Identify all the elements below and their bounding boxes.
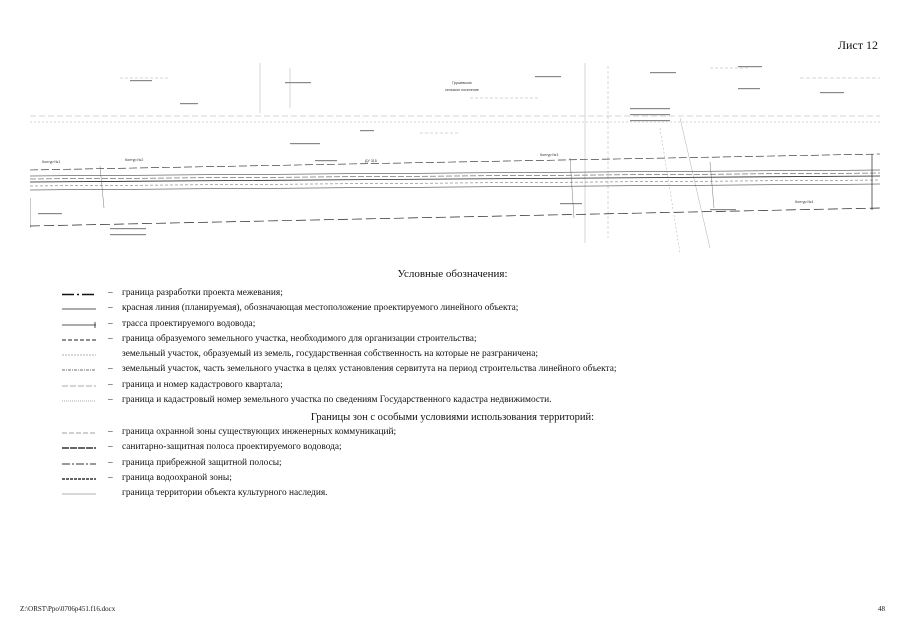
map-label-kontur-d: Контур №4 (795, 200, 814, 204)
legend-text: граница территории объекта культурного наследия. (122, 488, 328, 499)
map-label-water-intake: Грушевское (452, 81, 472, 85)
legend-dash: – (108, 442, 113, 453)
legend-text: земельный участок, образуемый из земель, государственная собственность на которые не разграничена; (122, 349, 538, 360)
map-label-kontur-a: Контур №1 (42, 160, 61, 164)
legend-item-boundary-project (62, 286, 842, 301)
corridor-lines (30, 154, 880, 228)
symbol-cultural-heritage (62, 493, 96, 495)
legend-text: граница и кадастровый номер земельного участка по сведениям Государственного кадастра недвижимости. (122, 395, 552, 406)
legend (62, 286, 842, 408)
legend-dash: – (108, 318, 113, 329)
symbol-land-plot-servitude (62, 369, 96, 371)
zones-title: Границы зон с особыми условиями использования территорий: (310, 412, 595, 423)
legend-item-land-plot-servitude (62, 362, 842, 377)
legend-item-red-line (62, 301, 842, 316)
symbol-boundary-project (62, 293, 96, 296)
legend-text: красная линия (планируемая), обозначающая местоположение проектируемого линейного объекта; (122, 303, 519, 314)
symbol-cadastral-quarter (62, 385, 96, 387)
legend-dash: – (108, 395, 113, 406)
zone-item-coastal (62, 456, 842, 471)
zone-item-utility-protection (62, 425, 842, 440)
symbol-land-plot-boundary (62, 339, 96, 341)
map-label-kontur-b: Контур №2 (125, 158, 144, 162)
footer-file-path: Z:\ORST\Ppo\0706p451.f16.docx (20, 605, 116, 613)
annotation-marks (38, 66, 844, 235)
legend-title: Условные обозначения: (397, 268, 508, 280)
legend-item-cadastral-quarter (62, 378, 842, 393)
symbol-land-plot-state (62, 354, 96, 356)
symbol-utility-protection (62, 432, 96, 434)
symbol-sanitary (62, 447, 96, 449)
map-label-settlement: сельское поселение (445, 88, 479, 92)
symbol-red-line (62, 308, 96, 310)
legend-item-cadastral-plot (62, 393, 842, 408)
legend-dash: – (108, 333, 113, 344)
legend-text: граница и номер кадастрового квартала; (122, 379, 283, 390)
legend-text: граница образуемого земельного участка, необходимого для организации строительства; (122, 333, 477, 344)
map-label-pipe: ДУ 315 (365, 159, 377, 163)
legend-dash: – (108, 457, 113, 468)
legend-dash: – (108, 427, 113, 437)
symbol-cadastral-plot (62, 400, 96, 402)
legend-dash: – (108, 379, 113, 390)
legend-text: граница охранной зоны существующих инженерных коммуникаций; (122, 427, 397, 437)
zone-item-water-protection (62, 471, 842, 486)
symbol-water-protection (62, 478, 96, 480)
legend-text: санитарно-защитная полоса проектируемого водовода; (122, 442, 342, 453)
zone-item-cultural-heritage (62, 486, 842, 501)
legend-item-pipeline-route (62, 317, 842, 332)
legend-dash: – (108, 303, 113, 314)
legend-text: трасса проектируемого водовода; (122, 318, 256, 329)
legend-text: земельный участок, часть земельного участка в целях установления сервитута на период строительства линейного объекта; (122, 364, 617, 375)
cadastral-map-drawing (30, 58, 880, 258)
page-number: 48 (878, 605, 885, 613)
map-label-kontur-c: Контур №3 (540, 153, 559, 157)
zones-legend (62, 425, 842, 501)
sheet-label: Лист 12 (837, 38, 878, 52)
legend-text: граница разработки проекта межевания; (122, 288, 283, 298)
zone-item-sanitary (62, 440, 842, 455)
legend-text: граница водоохраной зоны; (122, 472, 232, 483)
legend-dash: – (108, 364, 113, 375)
symbol-coastal (62, 463, 96, 465)
legend-text: граница прибрежной защитной полосы; (122, 457, 282, 468)
symbol-pipeline-route (62, 322, 96, 328)
legend-dash: – (108, 288, 113, 298)
legend-dash: – (108, 472, 113, 483)
legend-item-land-plot-boundary (62, 332, 842, 347)
legend-item-land-plot-state (62, 347, 842, 362)
